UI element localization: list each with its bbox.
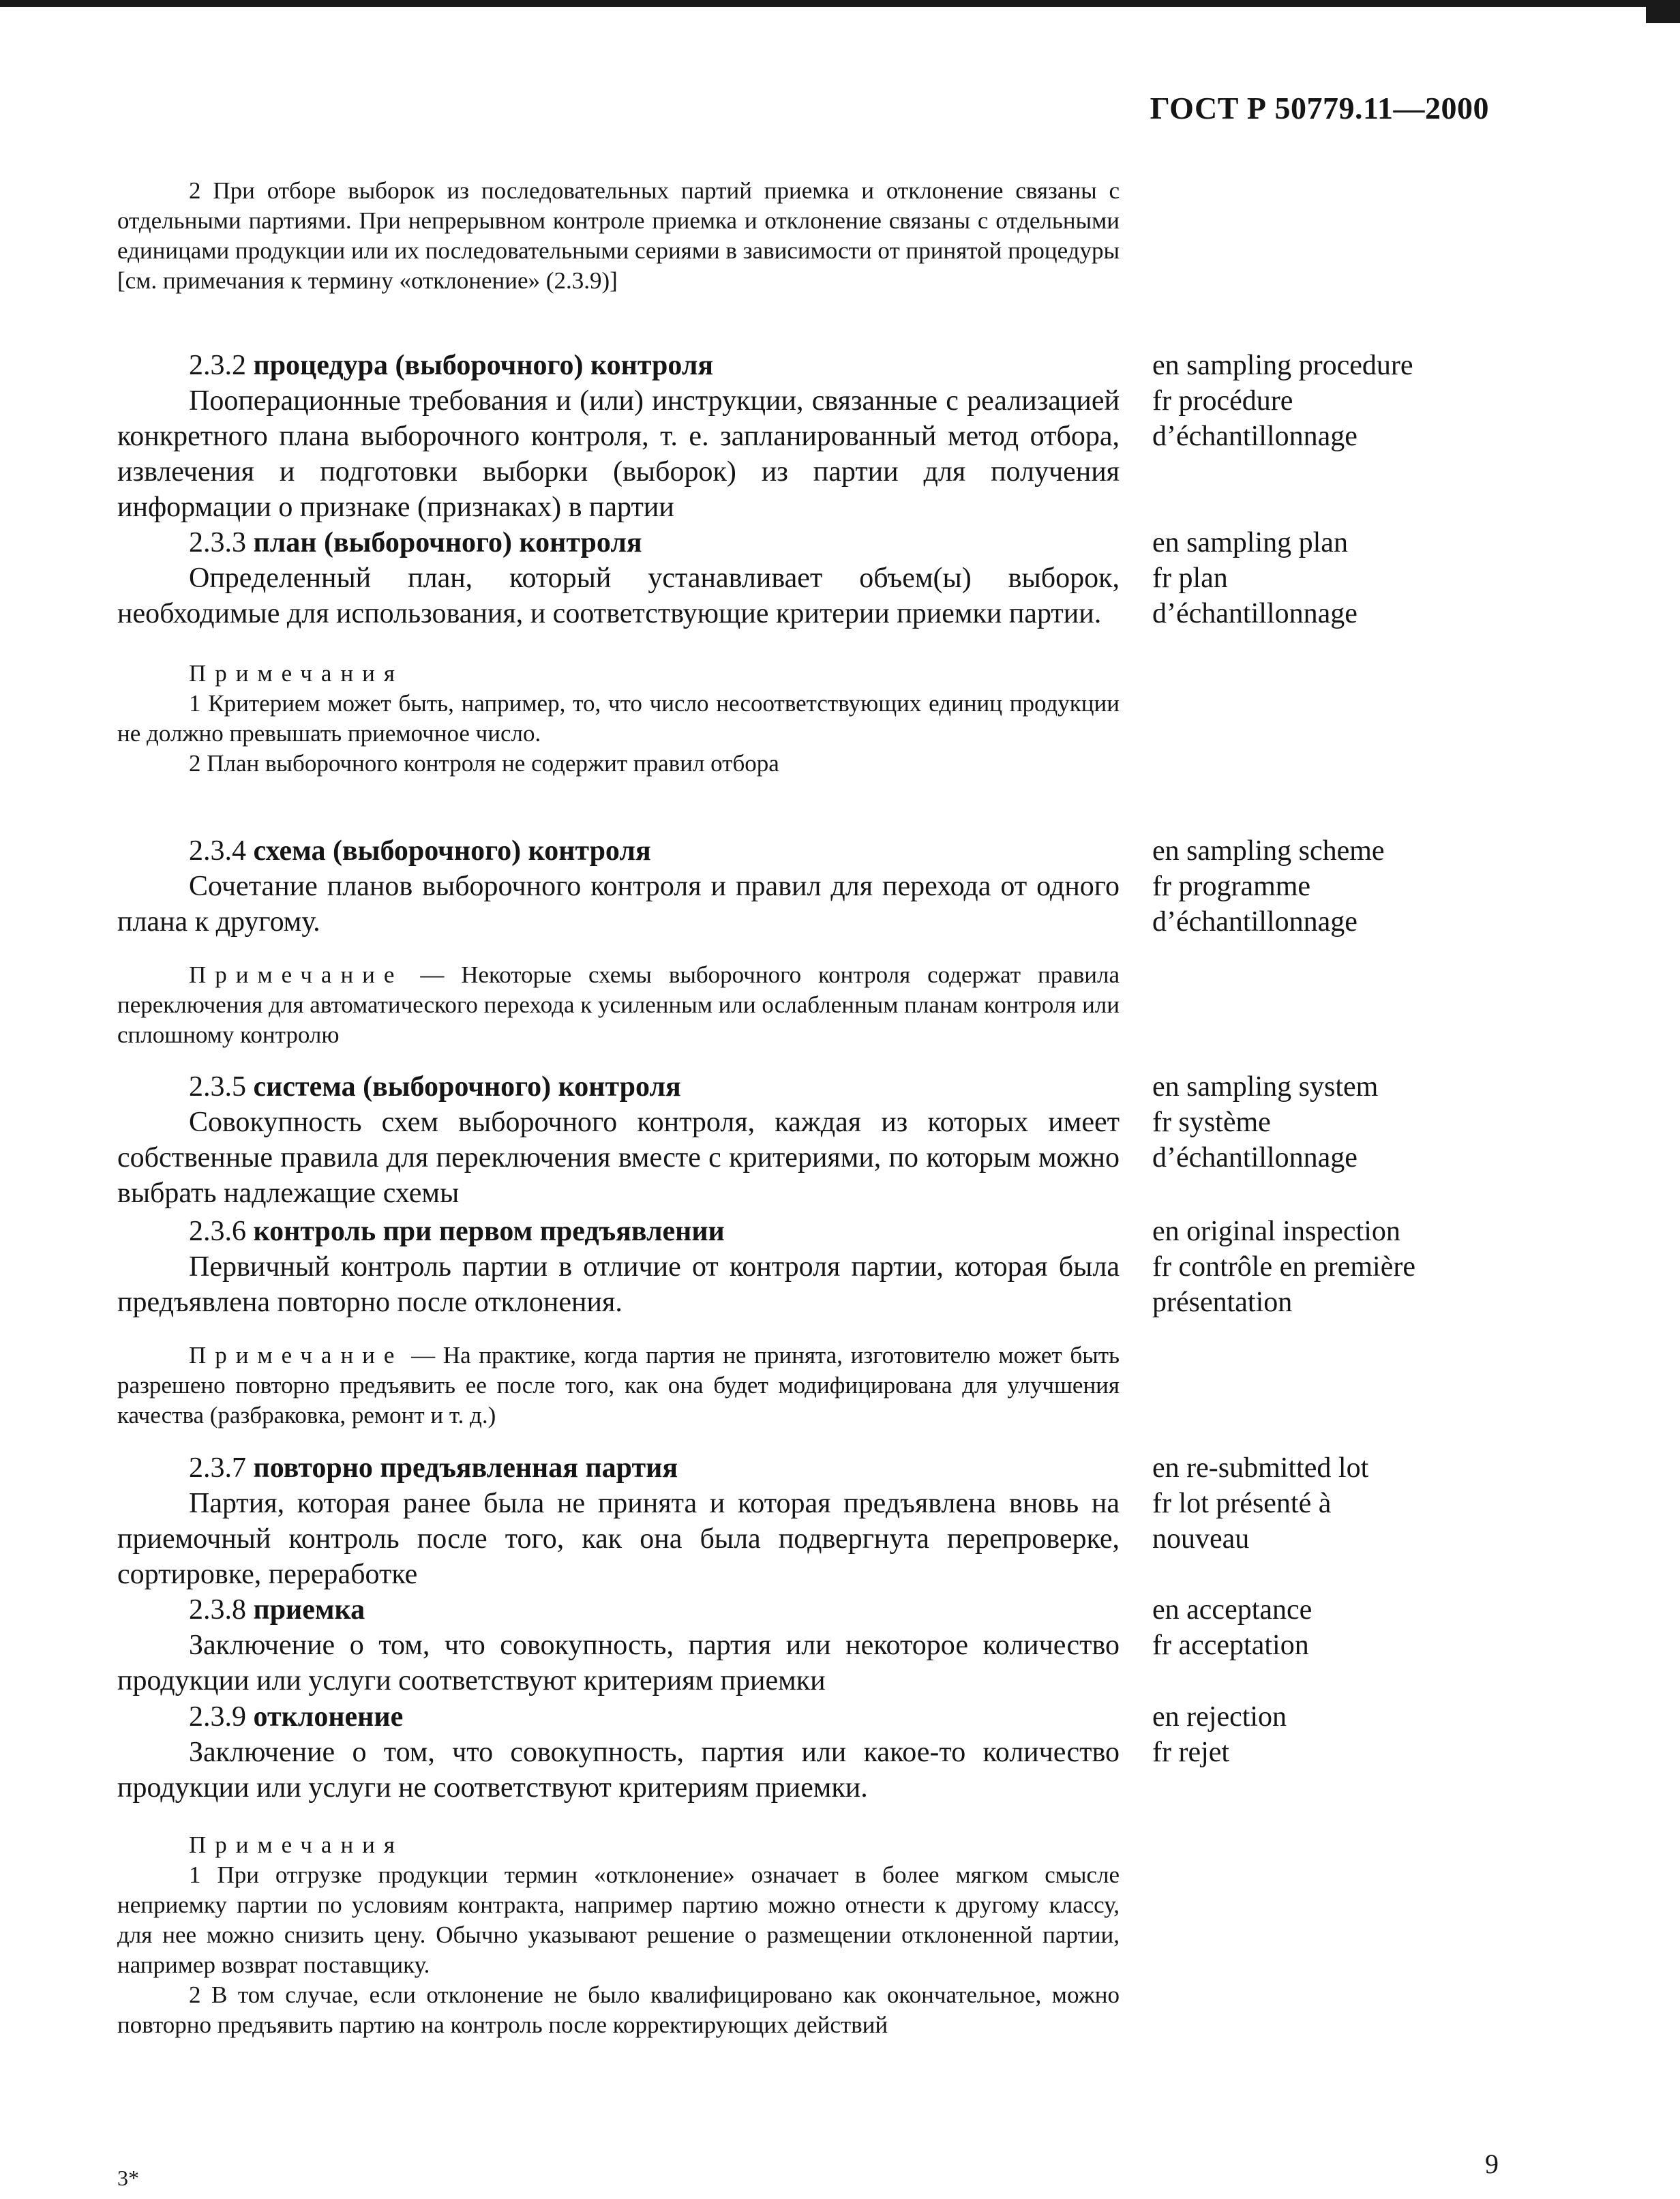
entry-2-3-9	[117, 1699, 1120, 2040]
note-item: 2 В том случае, если отклонение не было квалифицировано как окончательное, можно повторно предъявить партию на контроль после корректирующих действий	[117, 1981, 1120, 2038]
entry-2-3-2	[117, 348, 1120, 525]
term-title: схема (выборочного) контроля	[253, 835, 651, 867]
term-heading	[189, 833, 1120, 869]
standard-header: ГОСТ Р 50779.11—2000	[1150, 91, 1489, 125]
entry-2-3-4	[117, 833, 1120, 1050]
term-definition: Первичный контроль партии в отличие от контроля партии, которая была предъявлена повторно после отклонения.	[117, 1251, 1120, 1318]
equivalent-en: en re-submitted lot	[1152, 1452, 1369, 1484]
term-definition: Пооперационные требования и (или) инструкции, связанные с реализацией конкретного плана выборочного контроля, т. е. запланированный метод отбора, извлечения и подготовки выборки (выборок) из партии для получения информации о признаке (признаках) в партии	[117, 385, 1120, 523]
equivalents-2-3-7	[1152, 1450, 1534, 1557]
equivalent-fr-cont: d’échantillonnage	[1152, 906, 1358, 938]
note-text: — Некоторые схемы выборочного контроля содержат правила переключения для автоматического перехода к усиленным или ослабленным планам контроля или сплошному контролю	[117, 961, 1120, 1048]
term-title: приемка	[253, 1594, 365, 1626]
term-number: 2.3.6	[189, 1216, 246, 1247]
notes-heading: Примечания	[189, 660, 404, 687]
term-title: контроль при первом предъявлении	[253, 1216, 725, 1247]
equivalent-fr: fr programme	[1152, 871, 1311, 902]
note-label: Примечание	[189, 961, 404, 988]
term-heading	[189, 525, 1120, 560]
equivalents-2-3-2	[1152, 348, 1534, 454]
note-item	[117, 1341, 1120, 1431]
equivalent-en: en sampling scheme	[1152, 835, 1385, 867]
equivalents-2-3-3	[1152, 525, 1534, 631]
equivalent-fr: fr rejet	[1152, 1737, 1230, 1768]
equivalent-en: en sampling procedure	[1152, 350, 1413, 381]
equivalent-fr: fr contrôle en première	[1152, 1251, 1415, 1283]
term-definition: Заключение о том, что совокупность, партия или какое-то количество продукции или услуги не соответствуют критериям приемки.	[117, 1737, 1120, 1804]
equivalent-fr: fr système	[1152, 1107, 1271, 1138]
term-heading	[189, 1214, 1120, 1249]
equivalent-fr-cont: d’échantillonnage	[1152, 1142, 1358, 1173]
equivalents-2-3-6	[1152, 1214, 1534, 1320]
equivalent-en: en original inspection	[1152, 1216, 1400, 1247]
term-number: 2.3.3	[189, 527, 246, 558]
intro-note: 2 При отборе выборок из последовательных партий приемка и отклонение связаны с отдельными партиями. При непрерывном контроле приемка и отклонение связаны с отдельными единицами продукции или их последовательными сериями в зависимости от принятой процедуры [см. примечания к термину «отклонение» (2.3.9)]	[117, 177, 1120, 294]
term-definition: Заключение о том, что совокупность, партия или некоторое количество продукции или услуги соответствуют критериям приемки	[117, 1630, 1120, 1696]
entry-2-3-5	[117, 1069, 1120, 1211]
equivalent-fr: fr procédure	[1152, 385, 1293, 417]
entry-2-3-7	[117, 1450, 1120, 1592]
note-item	[117, 960, 1120, 1050]
term-number: 2.3.7	[189, 1452, 246, 1484]
equivalents-2-3-8	[1152, 1592, 1534, 1663]
notes-heading: Примечания	[189, 1831, 404, 1858]
term-number: 2.3.4	[189, 835, 246, 867]
equivalents-2-3-4	[1152, 833, 1534, 940]
entry-2-3-6	[117, 1214, 1120, 1431]
top-right-edge-mark	[1646, 0, 1680, 23]
note-item: 1 При отгрузке продукции термин «отклонение» означает в более мягком смысле неприемку партии по условиям контракта, например партию можно отнести к другому классу, для нее можно снизить цену. Обычно указывают решение о размещении отклоненной партии, например возврат поставщику.	[117, 1861, 1120, 1978]
equivalent-fr: fr plan	[1152, 563, 1228, 594]
term-number: 2.3.9	[189, 1701, 246, 1733]
term-title: повторно предъявленная партия	[253, 1452, 678, 1484]
equivalent-fr-cont: d’échantillonnage	[1152, 598, 1358, 629]
term-heading	[189, 348, 1120, 383]
term-title: план (выборочного) контроля	[253, 527, 642, 558]
equivalent-fr-cont: d’échantillonnage	[1152, 421, 1358, 452]
entry-2-3-8	[117, 1592, 1120, 1699]
term-title: отклонение	[253, 1701, 404, 1733]
term-definition: Сочетание планов выборочного контроля и правил для перехода от одного плана к другому.	[117, 871, 1120, 938]
top-edge-rule	[0, 0, 1680, 7]
term-title: процедура (выборочного) контроля	[253, 350, 714, 381]
equivalent-fr: fr acceptation	[1152, 1630, 1309, 1661]
note-item: 1 Критерием может быть, например, то, что число несоответствующих единиц продукции не должно превышать приемочное число.	[117, 690, 1120, 747]
term-definition: Совокупность схем выборочного контроля, каждая из которых имеет собственные правила для переключения вместе с критериями, по которым можно выбрать надлежащие схемы	[117, 1107, 1120, 1209]
term-title: система (выборочного) контроля	[253, 1071, 681, 1103]
note-text: — На практике, когда партия не принята, изготовителю может быть разрешено повторно предъявить ее после того, как она будет модифицирована для улучшения качества (разбраковка, ремонт и т. д.)	[117, 1342, 1120, 1428]
equivalent-en: en sampling plan	[1152, 527, 1348, 558]
equivalent-fr-cont: présentation	[1152, 1287, 1293, 1318]
equivalent-fr: fr lot présenté à	[1152, 1488, 1332, 1519]
note-label: Примечание	[189, 1342, 404, 1368]
page-number: 9	[1485, 2149, 1499, 2179]
note-item: 2 План выборочного контроля не содержит правил отбора	[189, 750, 779, 777]
term-heading	[189, 1069, 1120, 1105]
equivalent-en: en sampling system	[1152, 1071, 1379, 1103]
term-heading	[189, 1450, 1120, 1486]
equivalent-fr-cont: nouveau	[1152, 1523, 1250, 1555]
equivalents-2-3-9	[1152, 1699, 1534, 1770]
equivalent-en: en acceptance	[1152, 1594, 1312, 1626]
equivalents-2-3-5	[1152, 1069, 1534, 1176]
term-definition: Определенный план, который устанавливает объем(ы) выборок, необходимые для использования, и соответствующие критерии приемки партии.	[117, 563, 1120, 629]
sheet-mark: 3*	[117, 2166, 139, 2190]
term-number: 2.3.2	[189, 350, 246, 381]
term-heading	[189, 1592, 1120, 1628]
term-definition: Партия, которая ранее была не принята и которая предъявлена вновь на приемочный контроль после того, как она была подвергнута перепроверке, сортировке, переработке	[117, 1488, 1120, 1590]
term-heading	[189, 1699, 1120, 1735]
intro-note-block	[117, 176, 1120, 296]
term-number: 2.3.8	[189, 1594, 246, 1626]
equivalent-en: en rejection	[1152, 1701, 1287, 1733]
entry-2-3-3	[117, 525, 1120, 779]
term-number: 2.3.5	[189, 1071, 246, 1103]
